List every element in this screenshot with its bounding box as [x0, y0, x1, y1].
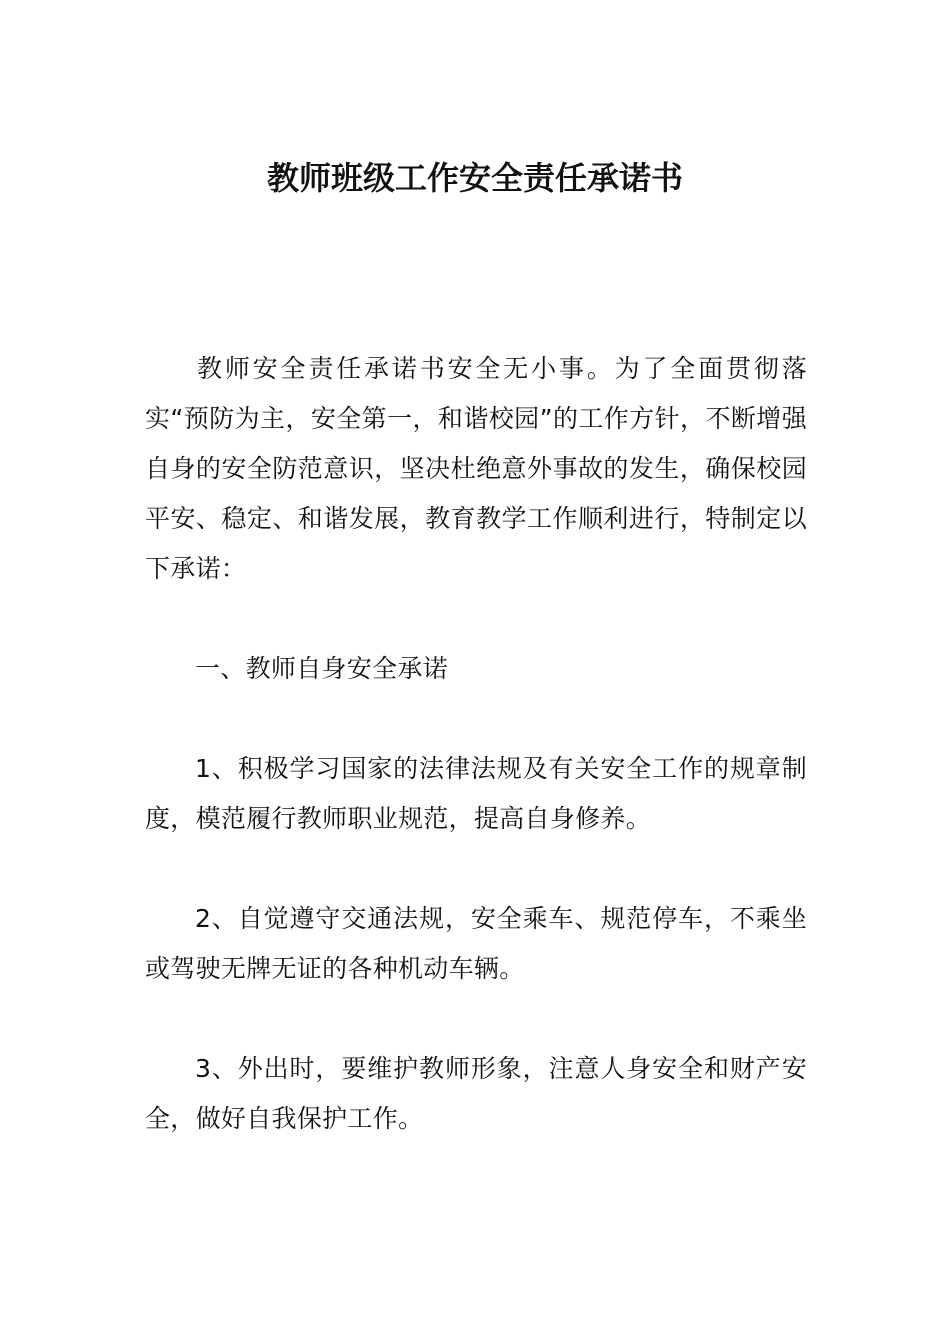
commitment-item-3: 3、外出时，要维护教师形象，注意人身安全和财产安全，做好自我保护工作。: [145, 1054, 807, 1133]
document-body: [145, 344, 807, 1194]
section-heading: 一、教师自身安全承诺: [195, 654, 449, 683]
intro-paragraph: 教师安全责任承诺书安全无小事。为了全面贯彻落实“预防为主，安全第一，和谐校园”的工作方针，不断增强自身的安全防范意识，坚决杜绝意外事故的发生，确保校园平安、稳定、和谐发展，教育教学工作顺利进行，特制定以下承诺：: [145, 354, 807, 583]
commitment-item-1: 1、积极学习国家的法律法规及有关安全工作的规章制度，模范履行教师职业规范，提高自身修养。: [145, 754, 807, 833]
commitment-item-2: 2、自觉遵守交通法规，安全乘车、规范停车，不乘坐或驾驶无牌无证的各种机动车辆。: [145, 904, 807, 983]
document-title: 教师班级工作安全责任承诺书: [266, 159, 683, 197]
